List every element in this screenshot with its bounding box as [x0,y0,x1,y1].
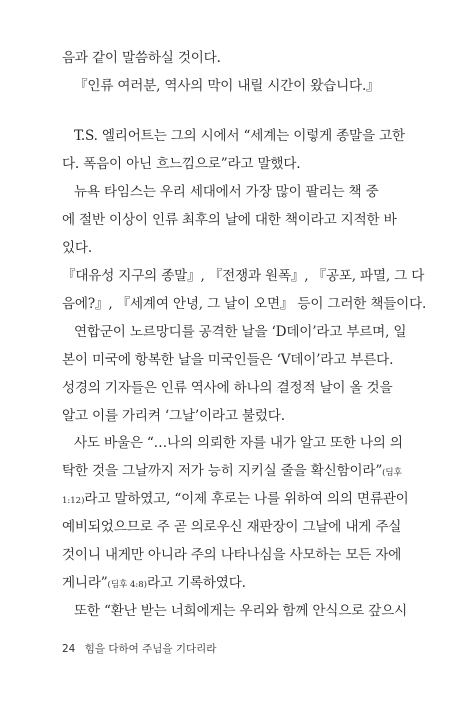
text-line: 에 절반 이상이 인류 최후의 날에 대한 책이라고 지적한 바 [62,212,397,228]
scripture-reference: (딤후 4:8) [107,580,147,590]
text-line: 뉴욕 타임스는 우리 세대에서 가장 많이 팔리는 책 중 [74,184,379,200]
text-line: 음과 같이 말씀하실 것이다. [62,50,221,66]
paragraph-4 [62,429,422,625]
running-title: 힘을 다하여 주님을 기다리라 [84,643,217,655]
text-line: 다. 폭음이 아닌 흐느낌으로”라고 말했다. [62,156,301,172]
text-line [62,569,422,597]
text-span: 라고 기록하였다. [146,575,246,591]
scripture-reference: (딤후 [382,468,402,478]
text-line: 또한 “환난 받는 너희에게는 우리와 함께 안식으로 갚으시 [74,603,408,619]
text-line: 본이 미국에 항복한 날을 미국인들은 ‘V데이’라고 부른다. [62,352,394,368]
paragraph-3 [62,318,422,430]
text-line: 알고 이를 가리켜 ‘그날’이라고 불렀다. [62,408,285,424]
text-line: 있다. [62,240,92,256]
text-span: 라고 말하였고, “이제 후로는 나를 위하여 의의 면류관이 [84,491,409,507]
text-line: 『대유성 지구의 종말』, 『전쟁과 원폭』, 『공포, 파멸, 그 다 [62,268,425,284]
paragraph-2 [62,122,427,318]
text-line [62,485,422,513]
paragraph-1 [62,44,422,100]
text-line: 것이니 내게만 아니라 주의 나타나심을 사모하는 모든 자에 [62,547,402,563]
text-line [62,457,422,485]
text-line: 『인류 여러분, 역사의 막이 내릴 시간이 왔습니다.』 [74,78,380,94]
text-line: 사도 바울은 “…나의 의뢰한 자를 내가 알고 또한 나의 의 [74,435,403,451]
text-line: 성경의 기자들은 인류 역사에 하나의 결정적 날이 올 것을 [62,380,393,396]
text-line: 연합군이 노르망디를 공격한 날을 ‘D데이’라고 부르며, 일 [74,324,407,340]
text-span: 탁한 것을 그날까지 저가 능히 지키실 줄을 확신함이라” [62,463,383,479]
text-line: 예비되었으므로 주 곧 의로우신 재판장이 그날에 내게 주실 [62,519,402,535]
text-span: 게니라” [62,575,108,591]
scripture-reference: 1:12) [62,496,85,506]
text-line: 음에?』, 『세계여 안녕, 그 날이 오면』 등이 그러한 책들이다. [62,296,427,312]
text-line: T.S. 엘리어트는 그의 시에서 “세계는 이렇게 종말을 고한 [74,128,405,144]
page-number: 24 [62,643,76,655]
page-footer [62,641,216,656]
